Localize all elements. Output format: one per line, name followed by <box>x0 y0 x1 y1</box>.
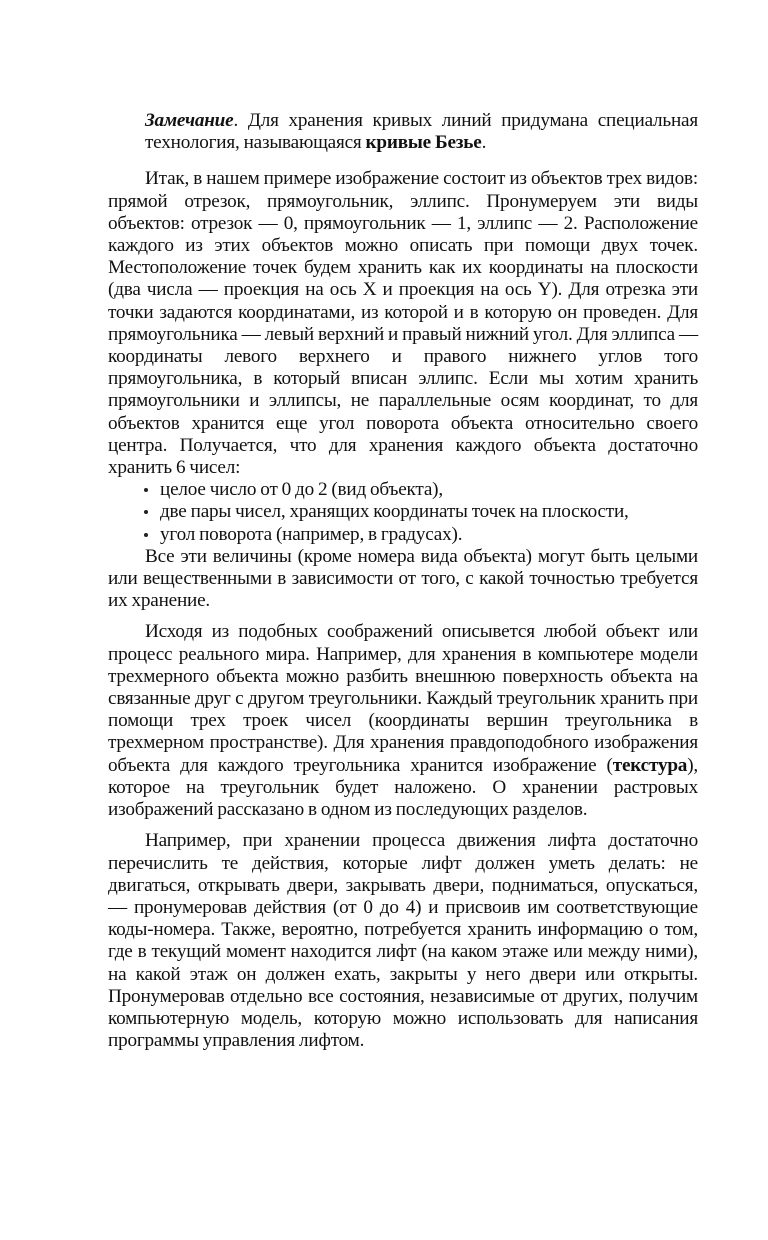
bullet-item <box>144 501 698 523</box>
note-term: кривые Безье <box>365 132 482 154</box>
bullet-item <box>144 479 698 501</box>
bullet-text: целое число от 0 до 2 (вид объекта), <box>160 479 443 501</box>
paragraph-objects: Итак, в нашем примере изображение состоит из объектов трех видов: прямой отрезок, прямоугольник, эллипс. Пронумеруем эти виды объектов: отрезок — 0, прямоугольник — 1, эллипс — 2. Расположение каждого из этих объектов можно описать при помощи двух точек. Местоположение точек будем хранить как их координаты на плоскости (два числа — проекция на ось X и проекция на ось Y). Для отрезка эти точки задаются координатами, из которой и в которую он проведен. Для прямоугольника — левый верхний и правый нижний угол. Для эллипса — координаты левого верхнего и правого нижнего углов того прямоугольника, в который вписан эллипс. Если мы хотим хранить прямоугольники и эллипсы, не параллельные осям координат, то для объектов хранится еще угол поворота объекта относительно своего центра. Получается, что для хранения каждого объекта достаточно хранить 6 чисел: <box>108 168 698 479</box>
bullet-icon <box>144 533 148 537</box>
bullet-icon <box>144 488 148 492</box>
note-label: Замечание <box>145 110 234 131</box>
p3-text-after: ), которое на треугольник будет наложено. О хранении растровых изображений рассказано в одном из последующих разделов. <box>108 754 698 821</box>
note-paragraph <box>145 110 698 154</box>
bullet-icon <box>144 510 148 514</box>
bullet-list <box>108 479 698 546</box>
p3-term: текстура <box>612 754 688 776</box>
bullet-text: две пары чисел, хранящих координаты точек на плоскости, <box>160 501 629 523</box>
p3-text-before: Исходя из подобных соображений описывется любой объект или процесс реального мира. Например, для хранения в компьютере модели трехмерного объекта можно разбить внешнюю поверхность объекта на связанные друг с другом треугольники. Каждый треугольник хранить при помощи трех троек чисел (координаты вершин треугольника в трехмерном пространстве). Для хранения правдоподобного изображения объекта для каждого треугольника хранится изображение ( <box>108 621 698 776</box>
note-text-before: . Для хранения кривых линий придумана специальная технология, называющаяся <box>145 110 698 154</box>
bullet-item <box>144 524 698 546</box>
paragraph-values: Все эти величины (кроме номера вида объекта) могут быть целыми или вещественными в зависимости от того, с какой точностью требуется их хранение. <box>108 545 698 612</box>
bullet-text: угол поворота (например, в градусах). <box>160 523 463 545</box>
note-text-after: . <box>481 132 487 154</box>
paragraph-3d-model <box>108 621 698 821</box>
book-page <box>108 110 698 1052</box>
paragraph-elevator: Например, при хранении процесса движения лифта достаточно перечислить те действия, которые лифт должен уметь делать: не двигаться, открывать двери, закрывать двери, подниматься, опускаться, — пронумеровав действия (от 0 до 4) и присвоив им соответствующие коды-номера. Также, вероятно, потребуется хранить информацию о том, где в текущий момент находится лифт (на каком этаже или между ними), на какой этаж он должен ехать, закрыты у него двери или открыты. Пронумеровав отдельно все состояния, независимые от других, получим компьютерную модель, которую можно использовать для написания программы управления лифтом. <box>108 830 698 1052</box>
